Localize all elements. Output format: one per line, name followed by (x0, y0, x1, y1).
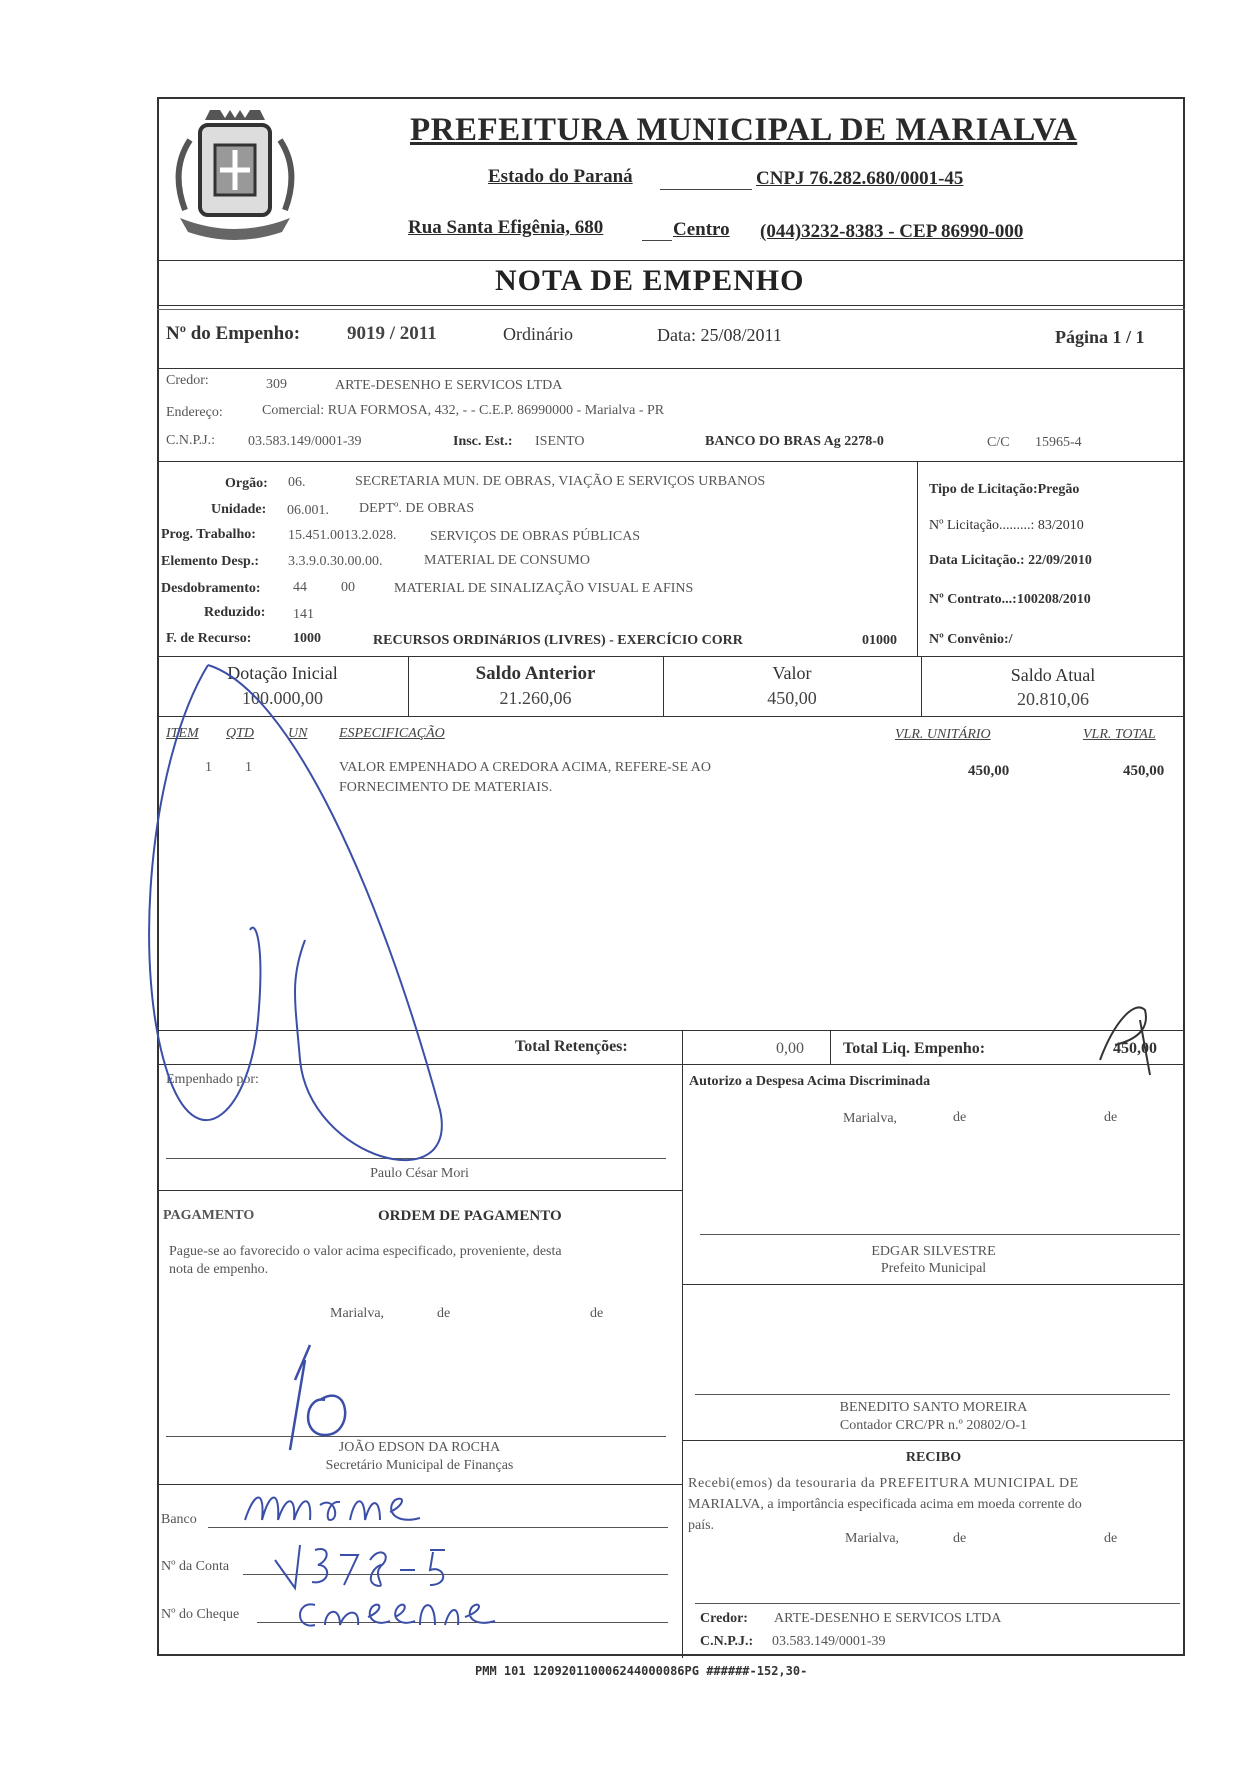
footer-code: PMM 101 120920110006244000086PG ######-152,30- (475, 1664, 808, 1678)
ordem-de-1: de (437, 1306, 451, 1321)
unidade-label: Unidade: (211, 502, 267, 517)
recurso-name: RECURSOS ORDINáRIOS (LIVRES) - EXERCÍCIO CORR (373, 633, 743, 648)
desd-code2: 00 (341, 580, 355, 595)
page-title: PREFEITURA MUNICIPAL DE MARIALVA (410, 112, 1078, 148)
orgao-name: SECRETARIA MUN. DE OBRAS, VIAÇÃO E SERVIÇOS URBANOS (355, 474, 766, 489)
recibo-de-1: de (953, 1531, 967, 1546)
recibo-de-2: de (1104, 1531, 1118, 1546)
ordem-pagamento-label: ORDEM DE PAGAMENTO (378, 1208, 562, 1224)
autorizo-place: Marialva, (843, 1111, 898, 1126)
handwritten-cheque-number (290, 1585, 500, 1635)
cheque-label: Nº do Cheque (161, 1607, 240, 1622)
page-number: Página 1 / 1 (1055, 327, 1145, 347)
recurso-code: 1000 (293, 631, 321, 646)
pagamento-label: PAGAMENTO (163, 1208, 255, 1223)
item-total-price: 450,00 (1123, 763, 1165, 779)
desd-label: Desdobramento: (161, 581, 261, 596)
recibo-text-line1: Recebi(emos) da tesouraria da PREFEITURA MUNICIPAL DE (688, 1476, 1079, 1491)
credor-address: Comercial: RUA FORMOSA, 432, - - C.E.P. 86990000 - Marialva - PR (262, 403, 665, 418)
conta-label: Nº da Conta (161, 1559, 230, 1574)
credor-cc: 15965-4 (1035, 435, 1082, 450)
convenio-number: Nº Convênio:/ (929, 632, 1013, 647)
saldo-anterior-label: Saldo Anterior (475, 663, 596, 684)
credor-address-label: Endereço: (166, 405, 223, 420)
total-liquido-label: Total Liq. Empenho: (843, 1040, 986, 1057)
prog-name: SERVIÇOS DE OBRAS PÚBLICAS (430, 529, 641, 544)
valor-value: 450,00 (767, 688, 817, 708)
saldo-atual-label: Saldo Atual (1010, 665, 1096, 685)
empenhado-por-name: Paulo César Mori (370, 1166, 469, 1181)
cnpj-label: CNPJ 76.282.680/0001-45 (756, 168, 964, 189)
empenhado-por-label: Empenhado por: (166, 1072, 259, 1087)
handwritten-initials-signature (280, 1340, 370, 1460)
dotacao-value: 100.000,00 (242, 688, 323, 708)
credor-insc: ISENTO (535, 434, 585, 449)
recibo-cnpj-label: C.N.P.J.: (700, 1634, 754, 1649)
desd-name: MATERIAL DE SINALIZAÇÃO VISUAL E AFINS (394, 581, 694, 596)
empenho-number-label: Nº do Empenho: (166, 323, 301, 344)
valor-label: Valor (772, 663, 812, 683)
prog-label: Prog. Trabalho: (161, 527, 256, 542)
recibo-text-line3: país. (688, 1518, 715, 1533)
numero-licitacao: Nº Licitação.........: 83/2010 (929, 518, 1084, 533)
reduzido-label: Reduzido: (204, 605, 266, 620)
total-retencoes-value: 0,00 (776, 1040, 804, 1057)
recibo-text-line2: MARIALVA, a importância especificada acima em moeda corrente do (688, 1497, 1082, 1512)
item-number: 1 (205, 760, 212, 775)
item-unit-price: 450,00 (968, 763, 1010, 779)
empenho-type: Ordinário (503, 324, 573, 344)
credor-cnpj: 03.583.149/0001-39 (248, 434, 362, 449)
unidade-name: DEPTº. DE OBRAS (359, 501, 475, 516)
autorizo-label: Autorizo a Despesa Acima Discriminada (689, 1074, 931, 1089)
recibo-cnpj: 03.583.149/0001-39 (772, 1634, 886, 1649)
ordem-place: Marialva, (330, 1306, 385, 1321)
credor-label: Credor: (166, 373, 209, 388)
handwritten-check-mark (1095, 1000, 1175, 1080)
recibo-place: Marialva, (845, 1531, 900, 1546)
empenho-date: Data: 25/08/2011 (657, 325, 782, 345)
contrato-number: Nº Contrato...:100208/2010 (929, 592, 1091, 607)
address-street: Rua Santa Efigênia, 680 (408, 217, 604, 238)
recurso-code2: 01000 (862, 633, 897, 648)
elem-code: 3.3.9.0.30.00.00. (288, 554, 383, 569)
prefeito-name: EDGAR SILVESTRE (871, 1244, 996, 1259)
item-spec-line2: FORNECIMENTO DE MATERIAIS. (339, 780, 553, 795)
coat-of-arms-icon (160, 100, 310, 250)
autorizo-de-1: de (953, 1110, 967, 1125)
ordem-text-line1: Pague-se ao favorecido o valor acima especificado, proveniente, desta (169, 1244, 562, 1259)
secretario-name: JOÃO EDSON DA ROCHA (338, 1440, 501, 1455)
recibo-credor-label: Credor: (700, 1611, 748, 1626)
total-retencoes-label: Total Retenções: (515, 1038, 628, 1055)
credor-code: 309 (266, 377, 287, 392)
ordem-de-2: de (590, 1306, 604, 1321)
document-title: NOTA DE EMPENHO (495, 264, 805, 297)
prog-code: 15.451.0013.2.028. (288, 528, 397, 543)
recibo-credor-name: ARTE-DESENHO E SERVICOS LTDA (774, 1611, 1002, 1626)
orgao-code: 06. (288, 475, 306, 490)
phone-cep: (044)3232-8383 - CEP 86990-000 (760, 221, 1024, 242)
col-qtd-header: QTD (226, 726, 255, 741)
credor-bank: BANCO DO BRAS Ag 2278-0 (705, 434, 884, 449)
col-spec-header: ESPECIFICAÇÃO (339, 726, 445, 741)
col-item-header: ITEM (166, 726, 199, 741)
credor-insc-label: Insc. Est.: (453, 434, 513, 449)
data-licitacao: Data Licitação.: 22/09/2010 (929, 553, 1092, 568)
banco-label: Banco (161, 1512, 197, 1527)
col-total-header: VLR. TOTAL (1083, 727, 1156, 742)
dotacao-label: Dotação Inicial (227, 663, 338, 683)
reduzido-value: 141 (293, 607, 314, 622)
orgao-label: Orgão: (225, 476, 268, 491)
contador-name: BENEDITO SANTO MOREIRA (839, 1400, 1028, 1415)
col-un-header: UN (288, 726, 308, 741)
desd-code: 44 (293, 580, 307, 595)
autorizo-de-2: de (1104, 1110, 1118, 1125)
saldo-anterior-value: 21.260,06 (499, 688, 572, 708)
item-spec-line1: VALOR EMPENHADO A CREDORA ACIMA, REFERE-SE AO (339, 760, 711, 775)
saldo-atual-value: 20.810,06 (1017, 689, 1089, 709)
address-district: Centro (673, 219, 730, 240)
handwritten-signature-oval (140, 640, 460, 1170)
unidade-code: 06.001. (287, 503, 329, 518)
recurso-label: F. de Recurso: (166, 631, 252, 646)
handwritten-bank-name (240, 1480, 440, 1530)
credor-cnpj-label: C.N.P.J.: (166, 433, 216, 448)
item-qtd: 1 (245, 760, 252, 775)
ordem-text-line2: nota de empenho. (169, 1262, 269, 1277)
contador-title: Contador CRC/PR n.º 20802/O-1 (839, 1418, 1028, 1433)
elem-label: Elemento Desp.: (161, 554, 259, 569)
credor-name: ARTE-DESENHO E SERVICOS LTDA (335, 378, 563, 393)
tipo-licitacao: Tipo de Licitação:Pregão (929, 482, 1080, 497)
col-unit-header: VLR. UNITÁRIO (895, 727, 991, 742)
recibo-label: RECIBO (905, 1450, 962, 1465)
empenho-number: 9019 / 2011 (347, 323, 437, 344)
credor-cc-label: C/C (987, 435, 1010, 450)
prefeito-title: Prefeito Municipal (880, 1261, 987, 1276)
total-liquido-value: 450,00 (1113, 1040, 1157, 1057)
state-label: Estado do Paraná (488, 166, 633, 187)
elem-name: MATERIAL DE CONSUMO (424, 553, 590, 568)
secretario-title: Secretário Municipal de Finanças (325, 1458, 514, 1473)
